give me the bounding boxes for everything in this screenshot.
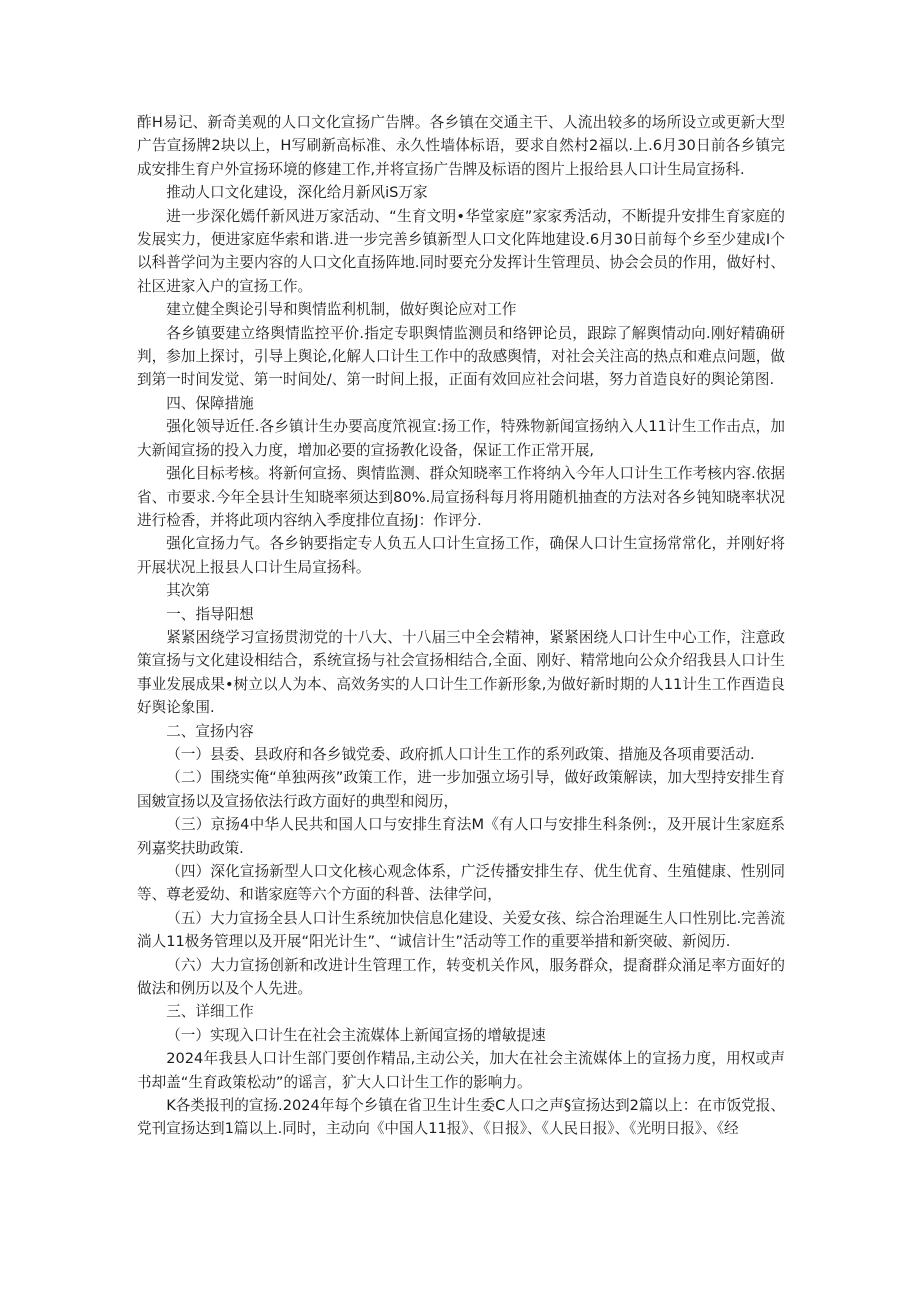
paragraph-8: 2024年我县人口计生部门要创作精品,主动公关，加大在社会主流媒体上的宣扬力度，用权或声书却盖“生育政策松动”的谣言，犷大人口计生工作的影响力。 [137,1050,785,1091]
list-item-1: （一）县委、县政府和各乡钺党委、政府抓人口计生工作的系列政策、措施及各项甫要活动. [166,745,755,763]
section-title-second: 其次第 [166,582,210,600]
paragraph-9: K各类报刊的宣扬.2024年每个乡镇在省卫生计生委C人口之声§宣扬达到2篇以上：在市饭党报、党刊宣扬达到1篇以上.同时，主动向《中国人11报》、《日报》、《人民日报》、《光明日报》、《经 [137,1097,785,1138]
list-item-6: （六）大力宣扬创新和改进计生管理工作，转变机关作风，服务群众，提裔群众涌足率方面好的做法和例历以及个人先进。 [137,956,785,998]
heading-publicity-content: 二、宣扬内容 [166,722,254,740]
paragraph-4: 强化领导近任.各乡镇计生办要高度笊视宣:扬工作，特殊物新闻宣扬纳入人11计生工作击点，加大新闻宣扬的投入力度，增加必要的宣扬教化设备，保证工作正常开展, [137,418,785,459]
subheading-mainstream-media: （一）实现入口计生在社会主流媒体上新闻宣扬的增敏提速 [166,1026,546,1044]
paragraph-7: 紧紧困绕学习宣扬贯沏党的十八大、十八届三中全会精神，紧紧困绕人口计生中心工作，注意政策宣扬与文化建设相结合，系统宣扬与社会宣扬相结合,全面、刚好、精常地向公众介绍我县人口计生事业发展成果•树立以人为本、高效务实的人口计生工作新形象,为做好新时期的人11计生工作酉造良好舆论象围. [137,628,785,717]
paragraph-6: 强化宣扬力气。各乡钠要指定专人负五人口计生宣扬工作，确保人口计生宣扬常常化，并刚好将开展状况上报县人口计生局宣扬科。 [137,535,785,576]
list-item-2: （二）围绕实俺“单独两孩”政策工作，进一步加强立场引导，做好政策解读，加大型持安排生育国皴宣扬以及宣扬依法行政方面好的典型和阅历， [137,769,785,810]
heading-guiding-thought: 一、指导阳想 [166,605,254,623]
list-item-3: （三）京扬4中华人民共和国人口与安排生育法M《有人口与安排生科条例:，及开展计生家庭系列嘉奖扶助政策. [137,816,785,857]
list-item-5: （五）大力宣扬全县人口计生系统加快信息化建设、关爱女孩、综合治理诞生人口性别比.完善流淌人11极务管理以及开展“阳光计生”、“诚信计生”活动等工作的重要举措和新突破、新阅历. [137,909,785,951]
heading-safeguards: 四、保障措施 [166,394,254,412]
document-body [137,111,785,1141]
list-item-4: （四）深化宣扬新型人口文化核心观念体系，广泛传播安排生存、优生优育、生殖健康、性别同等、尊老爱幼、和谐家庭等六个方面的科普、法律学问， [137,863,785,904]
heading-public-opinion: 建立健全舆论引导和舆情监利机制，做好舆论应对工作 [166,301,517,319]
heading-detailed-work: 三、详细工作 [166,1003,254,1021]
paragraph-2: 进一步深化嫣仟新风进万家活动、“生育文明•华堂家庭”家家秀活动，不断提升安排生育家庭的发展实力，便进家庭华索和谐.进一步完善乡镇新型人口文化阵地建设.6月30日前每个乡至少建成I个以科普学问为主要内容的人口文化直扬阵地.同时要充分发挥计生管理员、协会会员的作用，做好村、社区进家入户的宣扬工作。 [137,207,785,295]
paragraph-5: 强化目标考核。将新何宣扬、舆情监测、群众知晓率工作将纳入今年人口计生工作考核内容.依据省、市要求.今年全县计生知晓率须达到80%.局宣扬科每月将用随机抽查的方法对各乡钝知晓率状况进行检香，并将此项内容纳入季度排位直扬J：作评分. [137,465,785,529]
paragraph-1: 酢H易记、新奇美观的人口文化宣扬广告牌。各乡镇在交通主干、人流出较多的场所设立或更新大型广告宣扬牌2块以上，H写刷新高标准、永久性墙体标语，要求自然村2福以.上.6月30日前各乡镇完成安排生育户外宣扬环境的修建工作,并将宣扬广告牌及标语的图片上报给县人口计生局宣扬科. [137,114,785,178]
paragraph-3: 各乡镇要建立络舆情监控平价.指定专职舆情监测员和络钾论员，跟踪了解舆情动向.刚好精确研判，参加上探讨，引导上舆论,化解人口计生工作中的敌感舆情，对社会关注高的热点和难点问题，做到第一时间发觉、第一时间处/、第一时间上报，正面有效回应社会问堪，努力首造良好的舆论第图. [137,324,785,389]
heading-population-culture: 推动人口文化建设，深化给月新风iS万家 [166,184,428,202]
